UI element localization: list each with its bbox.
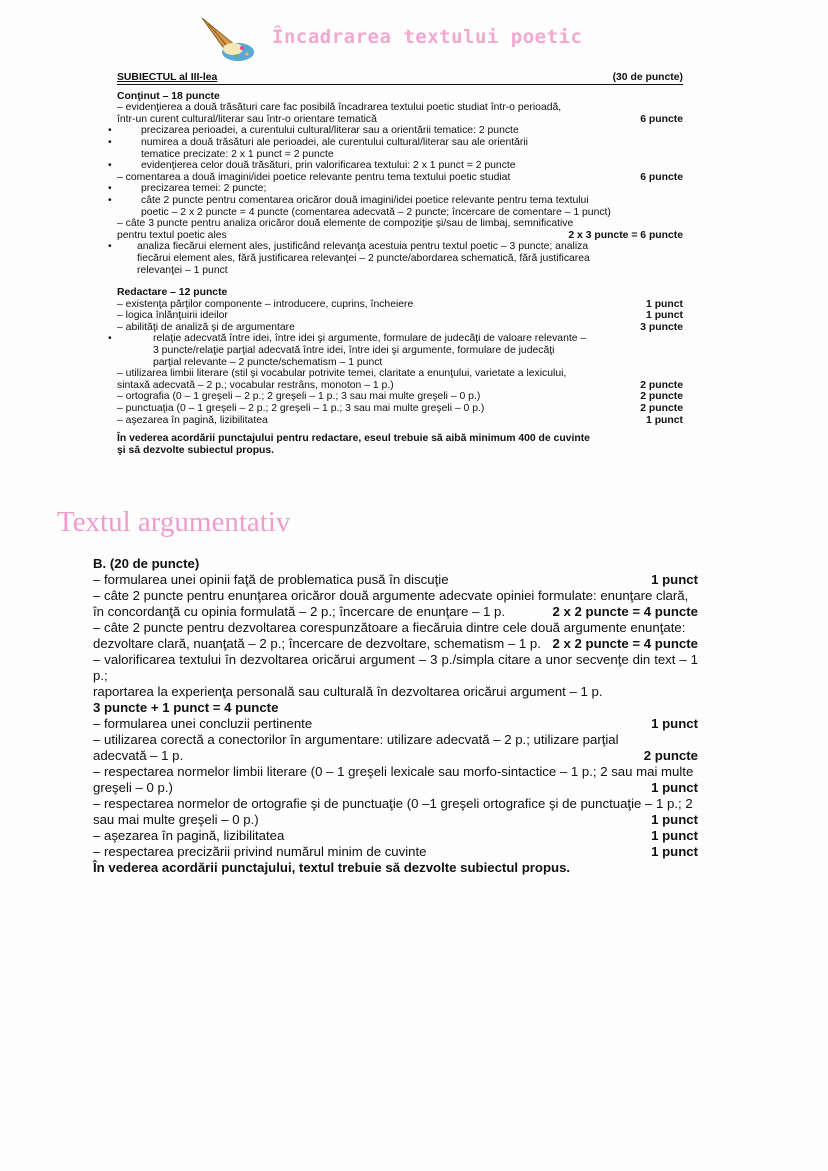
points-label: 1 punct: [651, 572, 698, 587]
criteria-line: – utilizarea corectă a conectorilor în argumentare: utilizare adecvată – 2 p.; utilizare parţial: [93, 732, 619, 747]
points-label: 1 punct: [651, 812, 698, 827]
analysis-row: [117, 230, 683, 242]
subject-b-heading: B. (20 de puncte): [93, 556, 200, 571]
points-label: 1 punct: [651, 780, 698, 795]
points-label: 1 punct: [651, 844, 698, 859]
page-title: Încadrarea textului poetic: [272, 26, 583, 48]
criteria-row: [93, 828, 698, 844]
criteria-row: [93, 844, 698, 860]
content-line: într-un curent cultural/literar sau într-o orientare tematică: [117, 113, 377, 125]
bullet-item: • analiza fiecărui element ales, justificând relevanţa acestuia pentru textul poetic – 3 puncte; analiza: [117, 241, 683, 253]
criteria-line: – câte 2 puncte pentru dezvoltarea corespunzătoare a fiecăruia dintre cele două argumente enunţate:: [93, 620, 686, 635]
points-label: 1 punct: [651, 828, 698, 843]
bullet-item: • evidenţierea celor două trăsături, prin valorificarea textului: 2 x 1 punct = 2 puncte: [117, 160, 683, 172]
criteria-line: raportarea la experienţa personală sau culturală în dezvoltarea oricărui argument – 1 p.: [93, 684, 603, 699]
subject-three-block: [117, 72, 683, 456]
criteria-line: – respectarea normelor limbii literare (0 – 1 greşeli lexicale sau morfo-sintactice – 1 p.; 2 sau mai multe: [93, 764, 694, 779]
bullet-continuation: relevanţei – 1 punct: [137, 264, 228, 276]
bullet-item: • numirea a două trăsături ale perioadei, ale curentului cultural/literar sau ale orientării: [117, 137, 683, 149]
criteria-text: – formularea unei opinii faţă de problematica pusă în discuţie: [93, 572, 449, 587]
points-label: 1 punct: [651, 716, 698, 731]
criteria-line: – respectarea normelor de ortografie şi de punctuaţie (0 –1 greşeli ortografice şi de punctuaţie – 1 p.; 2: [93, 796, 693, 811]
analysis-line: pentru textul poetic ales: [117, 229, 227, 241]
note-line: şi să dezvolte subiectul propus.: [117, 444, 275, 456]
criteria-text: – formularea unei concluzii pertinente: [93, 716, 313, 731]
criteria-text: adecvată – 1 p.: [93, 748, 184, 763]
redactare-text: – existenţa părţilor componente – introducere, cuprins, încheiere: [117, 298, 414, 310]
note-line: În vederea acordării punctajului, textul trebuie să dezvolte subiectul propus.: [93, 860, 571, 875]
criteria-line: – câte 2 puncte pentru enunţarea oricăror două argumente adecvate opiniei formulate: enunţare clară,: [93, 588, 689, 603]
bullet-continuation: tematice precizate: 2 x 1 punct = 2 puncte: [141, 148, 334, 160]
points-label: 2 x 3 puncte = 6 puncte: [568, 229, 683, 241]
criteria-row: [93, 572, 698, 588]
language-text: – aşezarea în pagină, lizibilitatea: [117, 414, 268, 426]
bullet-item: • relaţie adecvată între idei, între idei şi argumente, formulare de judecăţi de valoare relevante –: [117, 333, 683, 345]
criteria-row: [93, 748, 698, 764]
criteria-text: – respectarea precizării privind numărul minim de cuvinte: [93, 844, 427, 859]
content-row: [117, 114, 683, 126]
language-row: [117, 415, 683, 427]
ice-cream-cone-icon: [198, 12, 256, 62]
redactare-text: – abilităţi de analiză şi de argumentare: [117, 321, 295, 333]
points-label: 1 punct: [646, 310, 683, 322]
language-text: – ortografia (0 – 1 greşeli – 2 p.; 2 greşeli – 1 p.; 3 sau mai multe greşeli – 0 p.): [117, 391, 481, 403]
subject-three-header: [117, 72, 683, 85]
bullet-item: • precizarea temei: 2 puncte;: [117, 183, 683, 195]
criteria-line: – valorificarea textului în dezvoltarea oricărui argument – 3 p./simpla citare a unor secvenţe din text – 1 p.;: [93, 652, 698, 683]
points-label: 1 punct: [646, 414, 683, 426]
criteria-text: greşeli – 0 p.): [93, 780, 173, 795]
points-label: 6 puncte: [640, 171, 683, 183]
points-label: 2 puncte: [643, 748, 698, 763]
section-title: Textul argumentativ: [57, 506, 291, 538]
language-row: [117, 380, 683, 392]
analysis-line: – câte 3 puncte pentru analiza oricăror două elemente de compoziţie şi/sau de limbaj, semnificative: [117, 218, 574, 230]
subject-b-block: [93, 556, 698, 876]
criteria-row: [93, 604, 698, 620]
criteria-text: – aşezarea în pagină, lizibilitatea: [93, 828, 285, 843]
points-label: 2 x 2 puncte = 4 puncte: [552, 636, 698, 651]
bullet-continuation: poetic – 2 x 2 puncte = 4 puncte (comentarea adecvată – 2 puncte; încercare de comentare – 1 punct): [141, 206, 611, 218]
comment-line: – comentarea a două imagini/idei poetice relevante pentru tema textului poetic studiat: [117, 171, 511, 183]
comment-row: [117, 172, 683, 184]
criteria-text: dezvoltare clară, nuanţată – 2 p.; încercare de dezvoltare, schematism – 1 p.: [93, 636, 541, 651]
language-row: [117, 403, 683, 415]
criteria-row: [93, 716, 698, 732]
subject-three-title: SUBIECTUL al III-lea: [117, 72, 218, 83]
language-line: – utilizarea limbii literare (stil şi vocabular potrivite temei, claritate a enunţului, varietate a lexicului,: [117, 368, 567, 380]
content-line: – evidenţierea a două trăsături care fac posibilă încadrarea textului poetic studiat într-o perioadă,: [117, 102, 562, 114]
criteria-row: [93, 780, 698, 796]
note-line: În vederea acordării punctajului pentru redactare, eseul trebuie să aibă minimum 400 de cuvinte: [117, 433, 590, 445]
redactare-row: [117, 299, 683, 311]
points-label: 2 puncte: [640, 379, 683, 391]
bullet-item: • câte 2 puncte pentru comentarea oricăror două imagini/idei poetice relevante pentru tema textului: [117, 195, 683, 207]
content-heading: Conţinut – 18 puncte: [117, 90, 220, 102]
points-label: 2 x 2 puncte = 4 puncte: [552, 604, 698, 619]
criteria-row: [93, 812, 698, 828]
language-row: [117, 391, 683, 403]
points-label: 1 punct: [646, 298, 683, 310]
points-label: 2 puncte: [640, 391, 683, 403]
criteria-text: în concordanţă cu opinia formulată – 2 p.; încercare de enunţare – 1 p.: [93, 604, 506, 619]
bullet-item: • precizarea perioadei, a curentului cultural/literar sau a orientării tematice: 2 puncte: [117, 125, 683, 137]
redactare-row: [117, 310, 683, 322]
bullet-continuation: parţial relevante – 2 puncte/schematism – 1 punct: [153, 356, 383, 368]
points-label: 2 puncte: [640, 403, 683, 415]
criteria-row: [93, 636, 698, 652]
language-text: sintaxă adecvată – 2 p.; vocabular restrâns, monoton – 1 p.): [117, 379, 394, 391]
points-label: 6 puncte: [640, 113, 683, 125]
criteria-text: sau mai multe greşeli – 0 p.): [93, 812, 259, 827]
language-text: – punctuaţia (0 – 1 greşeli – 2 p.; 2 greşeli – 1 p.; 3 sau mai multe greşeli – 0 p.): [117, 403, 485, 415]
points-label: 3 puncte + 1 punct = 4 puncte: [93, 700, 279, 715]
redactare-row: [117, 322, 683, 334]
redactare-heading: Redactare – 12 puncte: [117, 287, 228, 299]
points-label: 3 puncte: [640, 321, 683, 333]
bullet-continuation: fiecărui element ales, fără justificarea relevanţei – 2 puncte/abordarea schematică, fără justificarea: [137, 252, 590, 264]
bullet-continuation: 3 puncte/relaţie parţial adecvată între idei, între idei şi argumente, formulare de judecăţi: [153, 345, 555, 357]
redactare-text: – logica înlănţuirii ideilor: [117, 310, 228, 322]
subject-three-total: (30 de puncte): [612, 72, 683, 83]
